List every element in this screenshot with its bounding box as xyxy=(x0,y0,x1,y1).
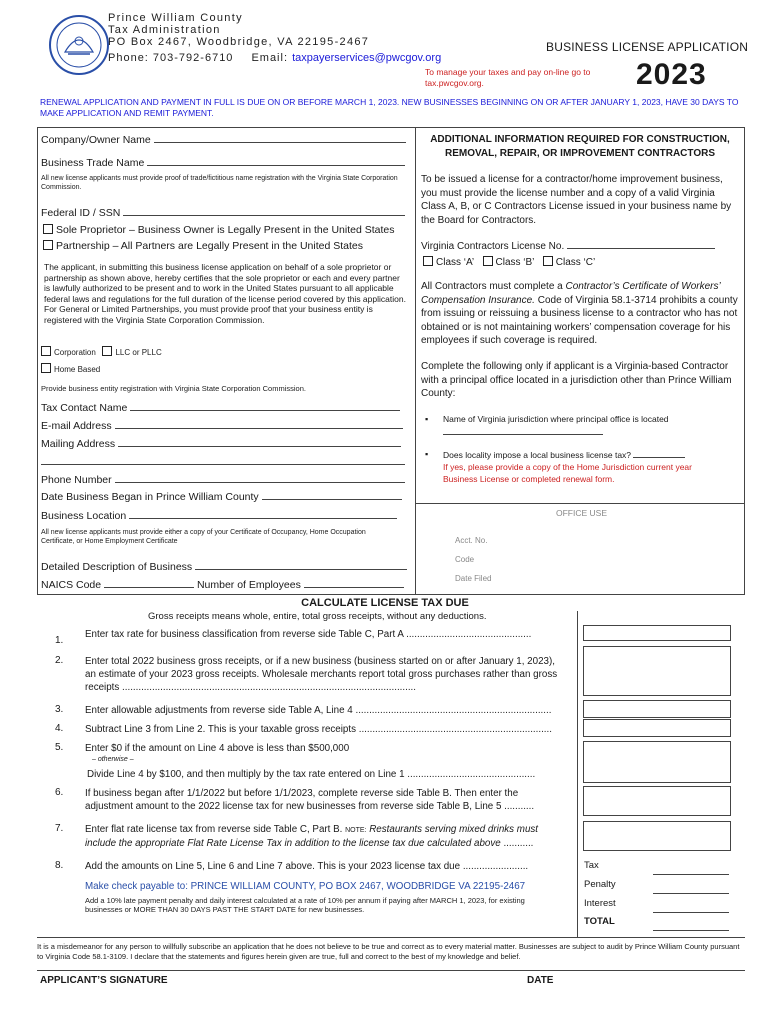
email-field[interactable] xyxy=(41,419,403,432)
mailing-address-label: Mailing Address xyxy=(41,438,116,450)
line-7-text: Enter flat rate license tax from reverse side Table C, Part B. NOTE: Restaurants serving mixed drinks must include the appropriate Flat Rate License Tax in addition to the license tax due calculated above ........... xyxy=(85,824,539,849)
naics-label: NAICS Code xyxy=(41,579,102,591)
tax-input-line[interactable] xyxy=(653,865,729,875)
line-number: 1. xyxy=(55,635,64,646)
line-number: 5. xyxy=(55,742,64,753)
form-year: 2023 xyxy=(636,58,707,91)
payable-to: Make check payable to: PRINCE WILLIAM COUNTY, PO BOX 2467, WOODBRIDGE VA 22195-2467 xyxy=(85,881,526,892)
tax-contact-input-line[interactable] xyxy=(130,401,400,411)
line-number: 6. xyxy=(55,787,64,798)
partnership-checkbox[interactable] xyxy=(43,240,53,250)
line-7-amount-box[interactable] xyxy=(583,821,731,851)
class-a-label: Class ‘A’ xyxy=(436,257,475,268)
description-field[interactable] xyxy=(41,560,407,573)
line-number: 4. xyxy=(55,723,64,734)
home-jurisdiction-note: If yes, please provide a copy of the Home Jurisdiction current year Business License or completed renewal form. xyxy=(443,462,692,484)
date-filed-label: Date Filed xyxy=(455,574,492,583)
company-label: Company/Owner Name xyxy=(41,134,151,146)
federal-id-input-line[interactable] xyxy=(123,206,405,216)
mailing-address-input-line[interactable] xyxy=(118,437,401,447)
penalty-row xyxy=(584,876,616,893)
occupancy-certificate-note: All new license applicants must provide either a copy of your Certificate of Occupancy, Home Occupation Certificate, or Home Employment Certificate xyxy=(41,529,366,545)
llc-label: LLC or PLLC xyxy=(115,348,162,357)
email-address-label: E-mail Address xyxy=(41,420,112,432)
applicant-certification-text: The applicant, in submitting this business license application on behalf of a sole proprietor or partnership as shown above, hereby certifies that the sole proprietor or each and every partner is lawfully authorized to be present and to work in the United States pursuant to all applicable federal laws and regulations for the full duration of the license period covered by this application. For General or Limited Partnerships, you must provide proof that your business entity is registered with the Virginia State Corporation Commission. xyxy=(44,262,406,325)
federal-id-field[interactable] xyxy=(41,206,405,219)
interest-row xyxy=(584,895,616,912)
footer-divider xyxy=(37,937,745,938)
county-address-block xyxy=(108,12,441,64)
va-license-input-line[interactable] xyxy=(567,239,715,249)
line-2-amount-box[interactable] xyxy=(583,646,731,696)
sole-proprietor-checkbox[interactable] xyxy=(43,224,53,234)
jurisdiction-field[interactable] xyxy=(443,413,733,438)
line-6-label: If business began after 1/1/2022 but before 1/1/2023, complete reverse side Table B. Then enter the adjustment amount to the 2022 license tax for new businesses from reverse side Table B, Line 5 xyxy=(85,788,519,812)
tax-contact-label: Tax Contact Name xyxy=(41,402,128,414)
workers-comp-text-b: Code of Virginia 58.1-3714 prohibits a county from issuing or reissuing a business license to a contractor who has not obtained or is not maintaining workers’ compensation coverage for his employees if such coverage is required. xyxy=(421,294,738,346)
email-link[interactable]: taxpayerservices@pwcgov.org xyxy=(292,52,442,64)
line-5-amount-box[interactable] xyxy=(583,741,731,783)
tax-label: Tax xyxy=(584,860,599,871)
business-location-field[interactable] xyxy=(41,509,397,522)
local-tax-label: Does locality impose a local business license tax? xyxy=(443,450,632,460)
company-input-line[interactable] xyxy=(154,133,406,143)
interest-input-line[interactable] xyxy=(653,903,729,913)
date-began-label: Date Business Began in Prince William County xyxy=(41,491,259,503)
trade-name-field[interactable] xyxy=(41,156,405,169)
line-number: 7. xyxy=(55,823,64,834)
tax-contact-field[interactable] xyxy=(41,401,400,414)
note-label: NOTE: xyxy=(345,827,367,834)
sole-proprietor-label: Sole Proprietor – Business Owner is Legally Present in the United States xyxy=(56,224,395,236)
line-5-label: Enter $0 if the amount on Line 4 above is less than $500,000 xyxy=(85,743,350,754)
line-number: 2. xyxy=(55,655,64,666)
va-license-label: Virginia Contractors License No. xyxy=(421,241,565,252)
license-class-options xyxy=(423,256,595,270)
workers-comp-text-a: All Contractors must complete a xyxy=(421,281,566,292)
contact-line xyxy=(108,52,441,64)
business-location-label: Business Location xyxy=(41,510,127,522)
federal-id-label: Federal ID / SSN xyxy=(41,207,121,219)
line-4-text: Subtract Line 3 from Line 2. This is your taxable gross receipts ....................................................................... xyxy=(85,724,552,735)
interest-label: Interest xyxy=(584,898,616,909)
line-4-label: Subtract Line 3 from Line 2. This is your taxable gross receipts xyxy=(85,724,356,735)
calc-section-title: CALCULATE LICENSE TAX DUE xyxy=(301,597,469,609)
jurisdiction-input-line[interactable] xyxy=(443,425,603,435)
line-number: 3. xyxy=(55,704,64,715)
online-payment-note: To manage your taxes and pay on-line go to tax.pwcgov.org. xyxy=(425,67,591,88)
date-began-field[interactable] xyxy=(41,490,402,503)
applicant-signature-label: APPLICANT’S SIGNATURE xyxy=(40,975,168,986)
phone-number: Phone: 703-792-6710 xyxy=(108,52,234,64)
office-use-divider xyxy=(415,503,745,504)
class-b-checkbox[interactable] xyxy=(483,256,493,266)
acct-no-label: Acct. No. xyxy=(455,536,488,545)
phone-number-label: Phone Number xyxy=(41,474,112,486)
form-title: BUSINESS LICENSE APPLICATION xyxy=(546,40,749,54)
line-3-text: Enter allowable adjustments from reverse side Table A, Line 4 ........................................................................ xyxy=(85,705,552,716)
tax-row xyxy=(584,857,599,874)
mailing-address-line-2[interactable] xyxy=(41,455,405,465)
contractor-license-paragraph: To be issued a license for a contractor/home improvement business, you must provide the license number and a copy of a valid Virginia Class A, B, or C Contractors License issued in your business name by the Board for Contractors. xyxy=(421,174,732,226)
employees-label: Number of Employees xyxy=(196,579,301,591)
business-info-section xyxy=(37,127,415,594)
line-5-divide-label: Divide Line 4 by $100, and then multiply by the tax rate entered on Line 1 xyxy=(87,769,405,780)
llc-checkbox[interactable] xyxy=(102,346,112,356)
total-input-line[interactable] xyxy=(653,921,729,931)
line-6-amount-box[interactable] xyxy=(583,786,731,816)
county-seal-logo xyxy=(48,14,110,76)
contractor-heading: ADDITIONAL INFORMATION REQUIRED FOR CONSTRUCTION, REMOVAL, REPAIR, OR IMPROVEMENT CONTRACTORS xyxy=(430,134,730,159)
va-license-field[interactable] xyxy=(421,239,715,254)
office-use-heading: OFFICE USE xyxy=(556,508,608,518)
line-5-divide-text: Divide Line 4 by $100, and then multiply by the tax rate entered on Line 1 ............................................... xyxy=(87,769,536,780)
email-label: Email: xyxy=(251,52,288,64)
workers-comp-certificate-title: Contractor’s Certificate of Workers’ Compensation Insurance. xyxy=(421,281,721,306)
entity-registration-note: Provide business entity registration with Virginia State Corporation Commission. xyxy=(41,384,306,393)
bullet-icon: ▪ xyxy=(425,414,429,424)
restaurant-note: Restaurants serving mixed drinks must include the appropriate Flat Rate License Tax in addition to the license tax due calculated above xyxy=(85,824,539,849)
total-row xyxy=(584,913,615,930)
sole-proprietor-option[interactable] xyxy=(43,224,395,236)
workers-comp-paragraph xyxy=(421,280,739,348)
signature-line[interactable] xyxy=(37,970,745,971)
partnership-label: Partnership – All Partners are Legally Present in the United States xyxy=(56,240,364,252)
description-label: Detailed Description of Business xyxy=(41,561,193,573)
county-name: Prince William County xyxy=(108,12,243,24)
penalty-label: Penalty xyxy=(584,879,616,890)
gross-receipts-definition: Gross receipts means whole, entire, total gross receipts, without any deductions. xyxy=(148,611,487,622)
date-label: DATE xyxy=(527,975,554,986)
code-label: Code xyxy=(455,555,475,564)
local-tax-input-line[interactable] xyxy=(633,448,685,458)
line-4-amount-box[interactable] xyxy=(583,719,731,737)
home-based-option[interactable] xyxy=(41,363,100,374)
line-2-text: Enter total 2022 business gross receipts, or if a new business (business started on or after January 1, 2023), an estimate of your 2023 gross receipts. Wholesale merchants report total gross purchases rather than gross receipts ............................................................................................................ xyxy=(85,656,558,693)
otherwise-separator: – otherwise – xyxy=(92,756,134,763)
local-tax-question[interactable] xyxy=(443,448,733,461)
trade-name-label: Business Trade Name xyxy=(41,157,145,169)
line-1-label: Enter tax rate for business classification from reverse side Table C, Part A xyxy=(85,629,404,640)
corporation-checkbox[interactable] xyxy=(41,346,51,356)
line-8-label: Add the amounts on Line 5, Line 6 and Line 7 above. This is your 2023 license tax due xyxy=(85,861,461,872)
trade-name-note: All new license applicants must provide proof of trade/fictitious name registration with the Virginia State Corporation Commission. xyxy=(41,175,398,191)
date-began-input-line[interactable] xyxy=(262,490,402,500)
partnership-option[interactable] xyxy=(43,240,363,252)
department-name: Tax Administration xyxy=(108,24,221,36)
description-input-line[interactable] xyxy=(195,560,407,570)
late-penalty-note: Add a 10% late payment penalty and daily interest calculated at a rate of 10% per annum if paying after MARCH 1, 2023, for existing businesses or MORE THAN 30 DAYS PAST THE START DATE for new businesses. xyxy=(85,896,525,914)
naics-input-line[interactable] xyxy=(104,578,194,588)
mailing-address-field[interactable] xyxy=(41,437,401,450)
company-owner-field[interactable] xyxy=(41,133,406,146)
entity-type-options xyxy=(41,346,162,357)
naics-employees-row xyxy=(41,578,404,591)
trade-name-input-line[interactable] xyxy=(147,156,405,166)
home-based-label: Home Based xyxy=(54,365,101,374)
penalty-input-line[interactable] xyxy=(653,884,729,894)
class-a-checkbox[interactable] xyxy=(423,256,433,266)
bullet-icon: ▪ xyxy=(425,449,429,459)
line-1-amount-box[interactable] xyxy=(583,625,731,641)
corporation-label: Corporation xyxy=(54,348,96,357)
total-label: TOTAL xyxy=(584,916,615,927)
renewal-deadline-notice: RENEWAL APPLICATION AND PAYMENT IN FULL IS DUE ON OR BEFORE MARCH 1, 2023. NEW BUSINESSES BEGINNING ON OR AFTER JANUARY 1, 2023, HAVE 30 DAYS TO MAKE APPLICATION AND REMIT PAYMENT. xyxy=(40,97,739,118)
phone-number-field[interactable] xyxy=(41,473,405,486)
calc-divider xyxy=(37,594,745,595)
jurisdiction-label: Name of Virginia jurisdiction where principal office is located xyxy=(443,414,669,424)
business-location-input-line[interactable] xyxy=(129,509,397,519)
line-number: 8. xyxy=(55,860,64,871)
line-2-label: Enter total 2022 business gross receipts, or if a new business (business started on or after January 1, 2023), an estimate of your 2023 gross receipts. Wholesale merchants report total gross purchases rather than gross receipts xyxy=(85,656,558,693)
home-based-checkbox[interactable] xyxy=(41,363,51,373)
out-of-county-paragraph: Complete the following only if applicant is a Virginia-based Contractor with a principal office located in a jurisdiction other than Prince William County: xyxy=(421,361,732,399)
line-1-text: Enter tax rate for business classification from reverse side Table C, Part A .............................................. xyxy=(85,629,532,640)
line-3-amount-box[interactable] xyxy=(583,700,731,718)
phone-input-line[interactable] xyxy=(115,473,405,483)
line-6-text: If business began after 1/1/2022 but before 1/1/2023, complete reverse side Table B. Then enter the adjustment amount to the 2022 license tax for new businesses from reverse side Table B, Line 5 ........... xyxy=(85,788,535,812)
mailing-address: PO Box 2467, Woodbridge, VA 22195-2467 xyxy=(108,36,370,48)
certification-statement: It is a misdemeanor for any person to willfully subscribe an application that he does not believe to be true and correct as to every material matter. Businesses are subject to audit by Prince William County pursuant to Virginia Code 58.1-3109. I declare that the statements and figures herein given are true, full and correct to the best of my knowledge and belief. xyxy=(37,942,740,961)
employees-input-line[interactable] xyxy=(304,578,404,588)
line-3-label: Enter allowable adjustments from reverse side Table A, Line 4 xyxy=(85,705,353,716)
class-c-checkbox[interactable] xyxy=(543,256,553,266)
line-8-text: Add the amounts on Line 5, Line 6 and Line 7 above. This is your 2023 license tax due ........................ xyxy=(85,861,529,872)
email-input-line[interactable] xyxy=(115,419,403,429)
line-7-label: Enter flat rate license tax from reverse side Table C, Part B. xyxy=(85,824,343,835)
class-b-label: Class ‘B’ xyxy=(495,257,535,268)
class-c-label: Class ‘C’ xyxy=(555,257,596,268)
